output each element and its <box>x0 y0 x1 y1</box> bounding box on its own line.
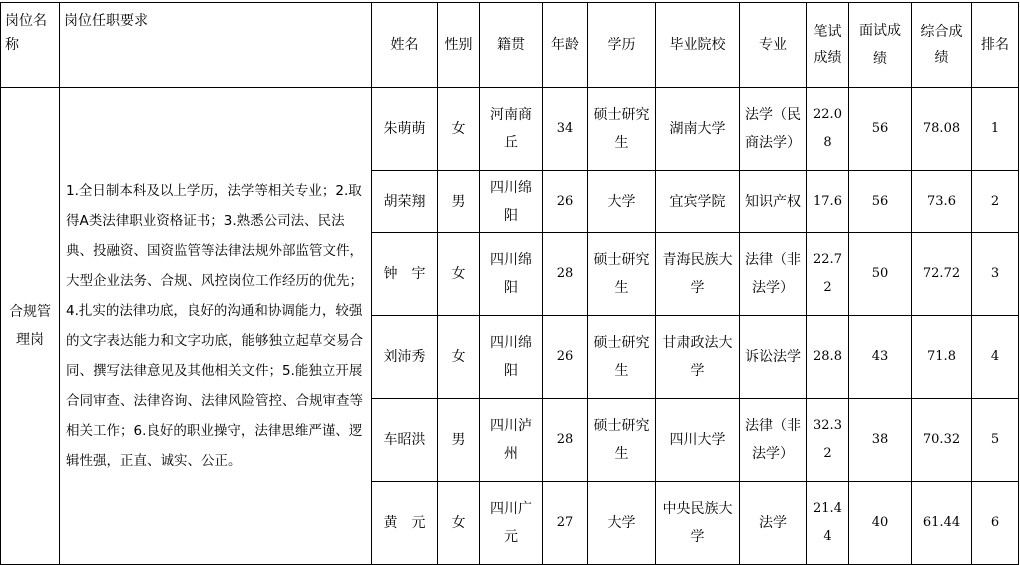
cell-school: 青海民族大学 <box>656 233 740 316</box>
cell-education: 硕士研究生 <box>588 233 656 316</box>
cell-age: 26 <box>543 171 588 233</box>
cell-written-score: 22.08 <box>807 88 849 171</box>
cell-age: 34 <box>543 88 588 171</box>
cell-school: 中央民族大学 <box>656 482 740 565</box>
cell-rank: 4 <box>972 316 1019 399</box>
cell-name: 刘沛秀 <box>372 316 438 399</box>
cell-major: 法律（非法学） <box>740 399 807 482</box>
cell-rank: 5 <box>972 399 1019 482</box>
cell-gender: 男 <box>438 399 480 482</box>
cell-gender: 女 <box>438 316 480 399</box>
cell-interview-score: 43 <box>849 316 912 399</box>
cell-major: 法律（非法学） <box>740 233 807 316</box>
cell-gender: 男 <box>438 171 480 233</box>
cell-written-score: 22.72 <box>807 233 849 316</box>
cell-rank: 2 <box>972 171 1019 233</box>
cell-total-score: 71.8 <box>912 316 972 399</box>
cell-interview-score: 38 <box>849 399 912 482</box>
header-school: 毕业院校 <box>656 3 740 88</box>
cell-total-score: 73.6 <box>912 171 972 233</box>
header-position: 岗位名称 <box>1 3 60 88</box>
header-total-score: 综合成绩 <box>912 3 972 88</box>
table-row <box>1 88 1019 171</box>
position-name: 合规管理岗 <box>1 88 60 565</box>
cell-rank: 1 <box>972 88 1019 171</box>
cell-interview-score: 40 <box>849 482 912 565</box>
cell-origin: 四川广元 <box>480 482 543 565</box>
cell-written-score: 32.32 <box>807 399 849 482</box>
header-gender: 性别 <box>438 3 480 88</box>
cell-rank: 6 <box>972 482 1019 565</box>
cell-age: 27 <box>543 482 588 565</box>
cell-gender: 女 <box>438 482 480 565</box>
cell-education: 硕士研究生 <box>588 88 656 171</box>
cell-name: 钟 宇 <box>372 233 438 316</box>
cell-name: 朱萌萌 <box>372 88 438 171</box>
cell-major: 法学 <box>740 482 807 565</box>
header-requirements: 岗位任职要求 <box>60 3 372 88</box>
cell-total-score: 78.08 <box>912 88 972 171</box>
cell-age: 28 <box>543 399 588 482</box>
cell-origin: 四川绵阳 <box>480 233 543 316</box>
cell-origin: 河南商丘 <box>480 88 543 171</box>
header-origin: 籍贯 <box>480 3 543 88</box>
cell-school: 湖南大学 <box>656 88 740 171</box>
cell-education: 大学 <box>588 171 656 233</box>
cell-school: 甘肃政法大学 <box>656 316 740 399</box>
cell-name: 黄 元 <box>372 482 438 565</box>
header-major: 专业 <box>740 3 807 88</box>
cell-origin: 四川绵阳 <box>480 316 543 399</box>
cell-origin: 四川绵阳 <box>480 171 543 233</box>
cell-name: 车昭洪 <box>372 399 438 482</box>
cell-age: 26 <box>543 316 588 399</box>
header-age: 年龄 <box>543 3 588 88</box>
cell-interview-score: 50 <box>849 233 912 316</box>
cell-major: 诉讼法学 <box>740 316 807 399</box>
cell-gender: 女 <box>438 233 480 316</box>
cell-education: 硕士研究生 <box>588 316 656 399</box>
cell-name: 胡荣翔 <box>372 171 438 233</box>
header-written-score: 笔试成绩 <box>807 3 849 88</box>
cell-written-score: 28.8 <box>807 316 849 399</box>
cell-written-score: 17.6 <box>807 171 849 233</box>
header-education: 学历 <box>588 3 656 88</box>
cell-school: 四川大学 <box>656 399 740 482</box>
results-table <box>0 2 1019 565</box>
cell-education: 大学 <box>588 482 656 565</box>
cell-interview-score: 56 <box>849 171 912 233</box>
cell-total-score: 72.72 <box>912 233 972 316</box>
header-row <box>1 3 1019 88</box>
cell-gender: 女 <box>438 88 480 171</box>
cell-interview-score: 56 <box>849 88 912 171</box>
cell-written-score: 21.44 <box>807 482 849 565</box>
cell-total-score: 70.32 <box>912 399 972 482</box>
cell-rank: 3 <box>972 233 1019 316</box>
header-name: 姓名 <box>372 3 438 88</box>
position-requirements: 1.全日制本科及以上学历，法学等相关专业；2.取得A类法律职业资格证书；3.熟悉公司法、民法典、投融资、国资监管等法律法规外部监管文件，大型企业法务、合规、风控岗位工作经历的优先；4.扎实的法律功底，良好的沟通和协调能力，较强的文字表达能力和文字功底，能够独立起草交易合同、撰写法律意见及其他相关文件；5.能独立开展合同审查、法律咨询、法律风险管控、合规审查等相关工作；6.良好的职业操守，法律思维严谨、逻辑性强，正直、诚实、公正。 <box>60 88 372 565</box>
header-interview-score: 面试成绩 <box>849 3 912 88</box>
header-rank: 排名 <box>972 3 1019 88</box>
cell-major: 知识产权 <box>740 171 807 233</box>
cell-origin: 四川泸州 <box>480 399 543 482</box>
cell-age: 28 <box>543 233 588 316</box>
cell-education: 硕士研究生 <box>588 399 656 482</box>
cell-school: 宜宾学院 <box>656 171 740 233</box>
cell-major: 法学（民商法学） <box>740 88 807 171</box>
cell-total-score: 61.44 <box>912 482 972 565</box>
